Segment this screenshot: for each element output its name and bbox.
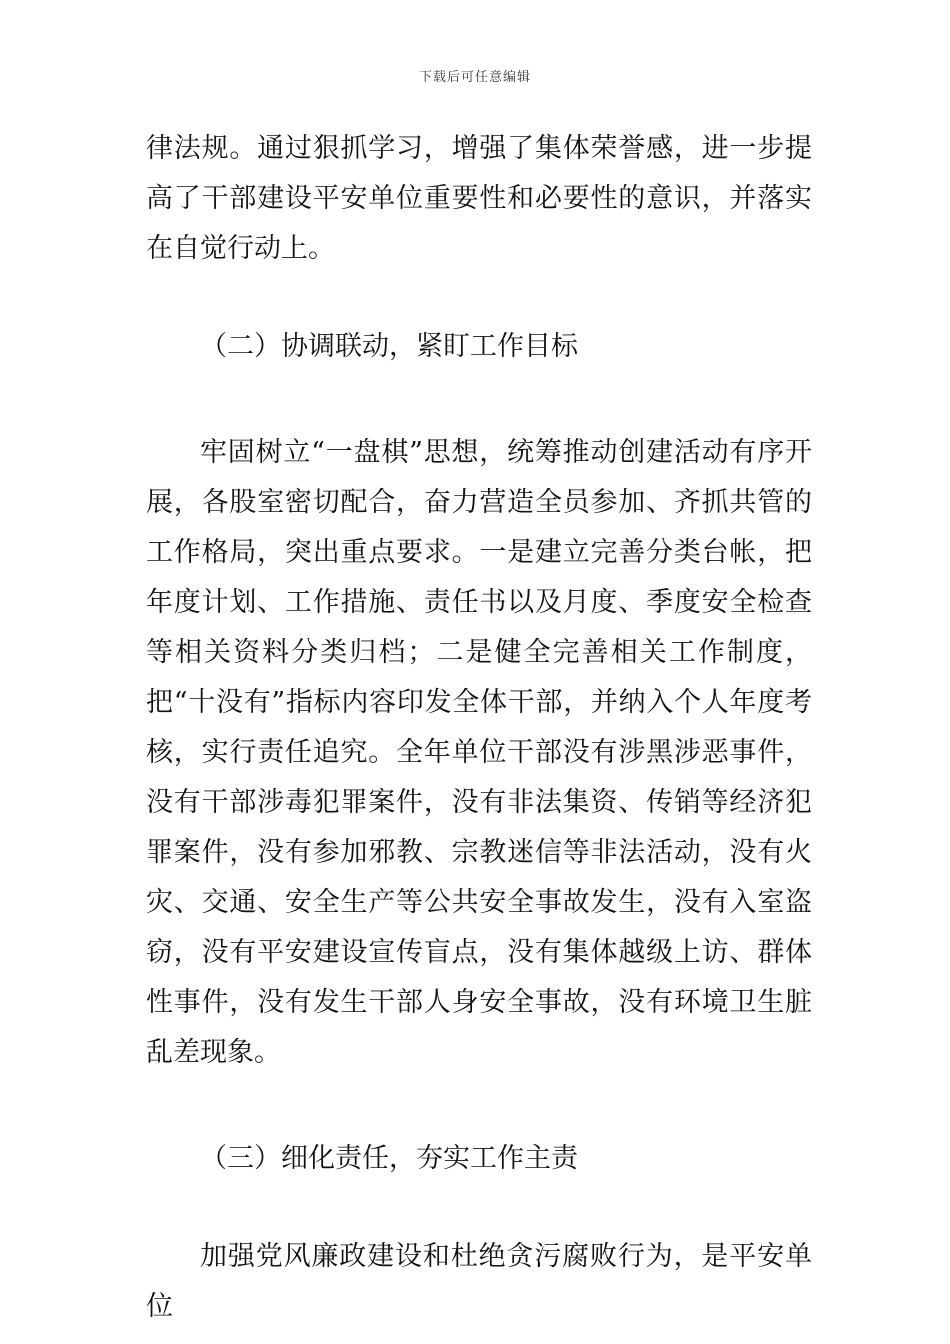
document-body [146, 124, 812, 1332]
paragraph-section-3: 加强党风廉政建设和杜绝贪污腐败行为，是平安单位 [146, 1241, 812, 1322]
page-header-note: 下载后可任意编辑 [418, 70, 531, 85]
section-heading-3: （三）细化责任，夯实工作主责 [200, 1143, 578, 1174]
section-heading-2: （二）协调联动，紧盯工作目标 [200, 331, 578, 362]
paragraph-continued: 律法规。通过狠抓学习，增强了集体荣誉感，进一步提高了干部建设平安单位重要性和必要性的意识，并落实在自觉行动上。 [146, 133, 812, 264]
spacer [146, 372, 812, 428]
paragraph-section-2: 牢固树立“一盘棋”思想，统筹推动创建活动有序开展，各股室密切配合，奋力营造全员参加、齐抓共管的工作格局，突出重点要求。一是建立完善分类台帐，把年度计划、工作措施、责任书以及月度、季度安全检查等相关资料分类归档；二是健全完善相关工作制度，把“十没有”指标内容印发全体干部，并纳入个人年度考核，实行责任追究。全年单位干部没有涉黑涉恶事件，没有干部涉毒犯罪案件，没有非法集资、传销等经济犯罪案件，没有参加邪教、宗教迷信等非法活动，没有火灾、交通、安全生产等公共安全事故发生，没有入室盗窃，没有平安建设宣传盲点，没有集体越级上访、群体性事件，没有发生干部人身安全事故，没有环境卫生脏乱差现象。 [146, 437, 812, 1068]
spacer [146, 1078, 812, 1134]
spacer [146, 1184, 812, 1232]
spacer [146, 274, 812, 322]
